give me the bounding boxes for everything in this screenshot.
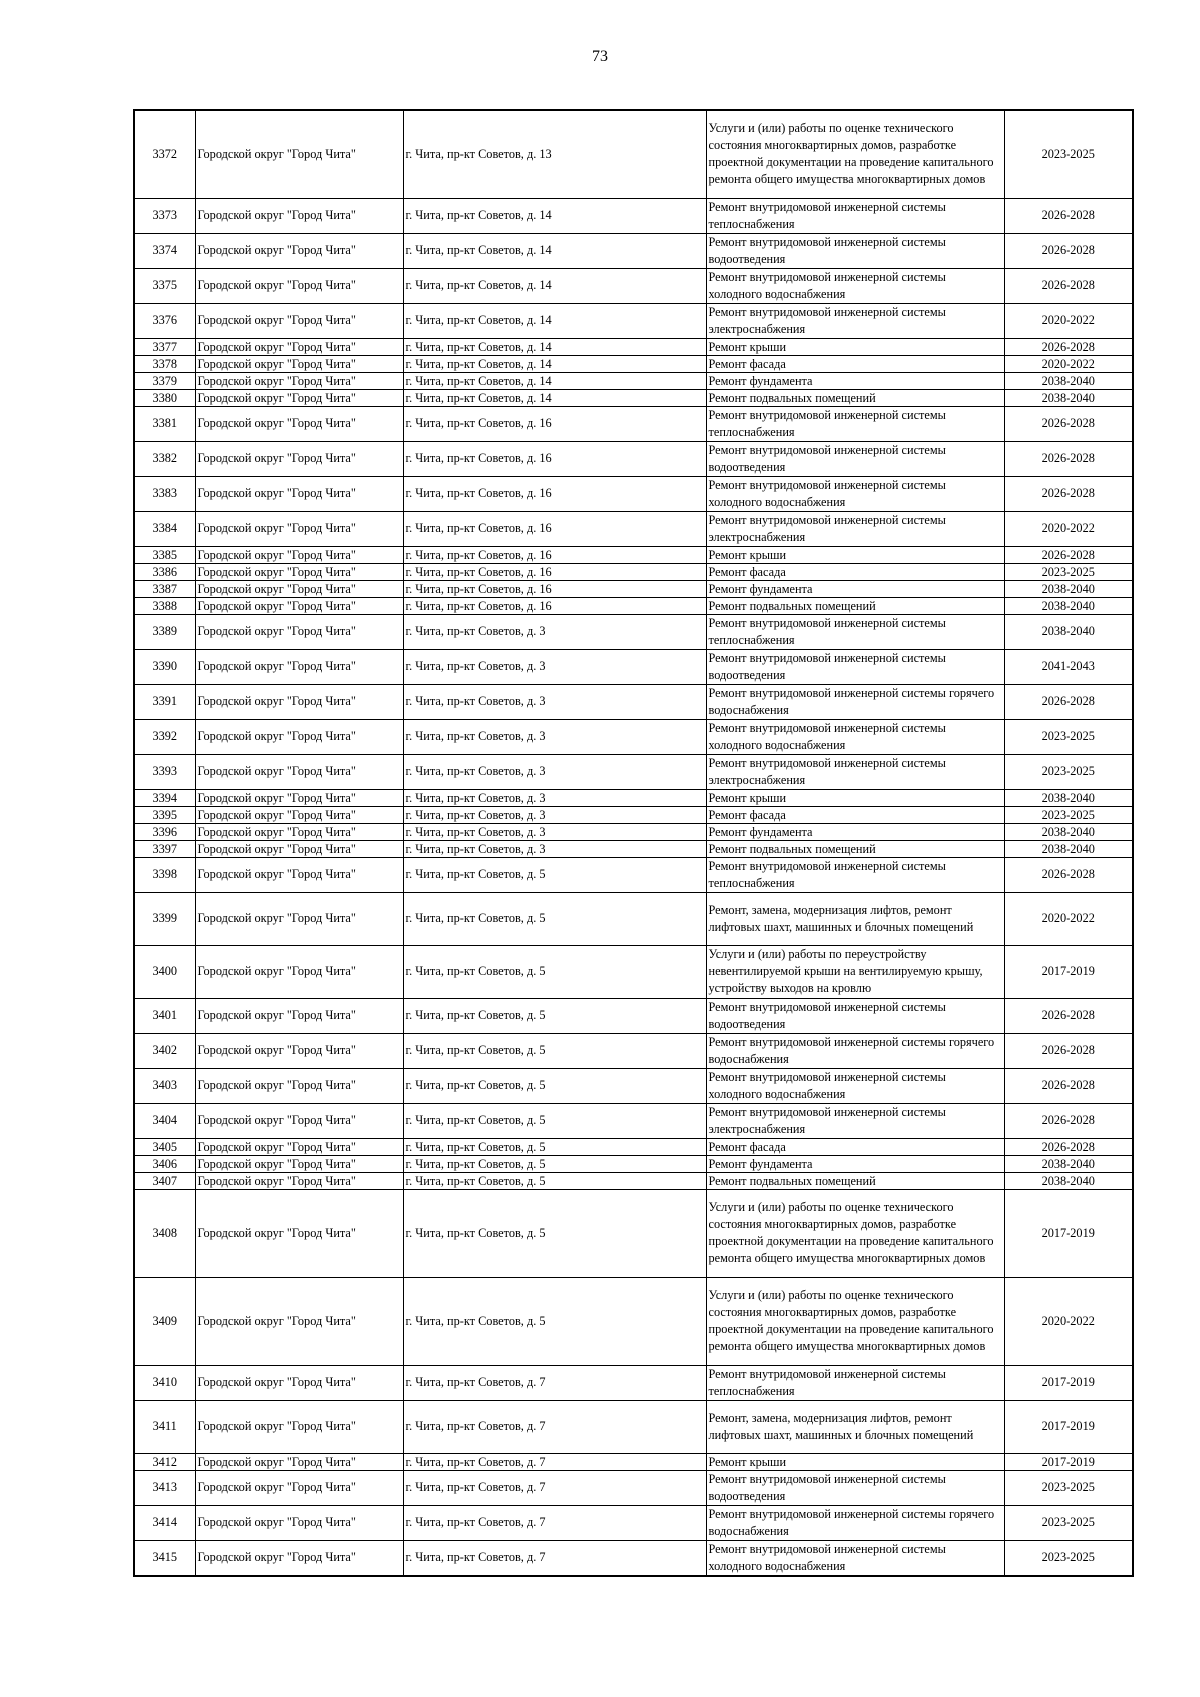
cell-period: 2041-2043 (1004, 649, 1133, 684)
cell-address: г. Чита, пр-кт Советов, д. 16 (403, 511, 706, 546)
cell-period: 2026-2028 (1004, 1068, 1133, 1103)
cell-municipality: Городской округ "Город Чита" (195, 198, 403, 233)
table-row (134, 1365, 1133, 1400)
cell-address: г. Чита, пр-кт Советов, д. 13 (403, 110, 706, 198)
cell-municipality: Городской округ "Город Чита" (195, 857, 403, 892)
cell-municipality: Городской округ "Город Чита" (195, 406, 403, 441)
cell-municipality: Городской округ "Город Чита" (195, 614, 403, 649)
cell-number: 3408 (134, 1189, 195, 1277)
cell-number: 3383 (134, 476, 195, 511)
cell-address: г. Чита, пр-кт Советов, д. 3 (403, 754, 706, 789)
cell-period: 2023-2025 (1004, 806, 1133, 823)
cell-municipality: Городской округ "Город Чита" (195, 1505, 403, 1540)
cell-address: г. Чита, пр-кт Советов, д. 5 (403, 892, 706, 945)
table-body (134, 110, 1133, 1576)
cell-number: 3393 (134, 754, 195, 789)
cell-number: 3372 (134, 110, 195, 198)
cell-period: 2023-2025 (1004, 1540, 1133, 1576)
cell-address: г. Чита, пр-кт Советов, д. 14 (403, 372, 706, 389)
cell-address: г. Чита, пр-кт Советов, д. 14 (403, 198, 706, 233)
table-row (134, 614, 1133, 649)
cell-period: 2038-2040 (1004, 580, 1133, 597)
cell-municipality: Городской округ "Город Чита" (195, 268, 403, 303)
cell-work-type: Ремонт крыши (706, 1453, 1004, 1470)
cell-address: г. Чита, пр-кт Советов, д. 14 (403, 338, 706, 355)
cell-municipality: Городской округ "Город Чита" (195, 476, 403, 511)
cell-period: 2026-2028 (1004, 338, 1133, 355)
cell-period: 2023-2025 (1004, 754, 1133, 789)
cell-municipality: Городской округ "Город Чита" (195, 546, 403, 563)
cell-work-type: Услуги и (или) работы по переустройству невентилируемой крыши на вентилируемую крышу, устройству выходов на кровлю (706, 945, 1004, 998)
cell-address: г. Чита, пр-кт Советов, д. 7 (403, 1540, 706, 1576)
cell-work-type: Ремонт внутридомовой инженерной системы горячего водоснабжения (706, 684, 1004, 719)
cell-number: 3402 (134, 1033, 195, 1068)
table-row (134, 597, 1133, 614)
cell-period: 2020-2022 (1004, 892, 1133, 945)
cell-work-type: Ремонт внутридомовой инженерной системы электроснабжения (706, 1103, 1004, 1138)
cell-address: г. Чита, пр-кт Советов, д. 16 (403, 563, 706, 580)
cell-period: 2017-2019 (1004, 1189, 1133, 1277)
cell-address: г. Чита, пр-кт Советов, д. 5 (403, 1103, 706, 1138)
cell-number: 3391 (134, 684, 195, 719)
cell-municipality: Городской округ "Город Чита" (195, 945, 403, 998)
cell-period: 2026-2028 (1004, 198, 1133, 233)
table-row (134, 1470, 1133, 1505)
cell-municipality: Городской округ "Город Чита" (195, 563, 403, 580)
cell-period: 2026-2028 (1004, 268, 1133, 303)
cell-address: г. Чита, пр-кт Советов, д. 3 (403, 614, 706, 649)
cell-municipality: Городской округ "Город Чита" (195, 806, 403, 823)
cell-municipality: Городской округ "Город Чита" (195, 511, 403, 546)
cell-number: 3380 (134, 389, 195, 406)
table-row (134, 476, 1133, 511)
cell-number: 3381 (134, 406, 195, 441)
cell-address: г. Чита, пр-кт Советов, д. 7 (403, 1400, 706, 1453)
cell-number: 3375 (134, 268, 195, 303)
table-row (134, 406, 1133, 441)
cell-period: 2038-2040 (1004, 372, 1133, 389)
cell-address: г. Чита, пр-кт Советов, д. 7 (403, 1365, 706, 1400)
cell-number: 3379 (134, 372, 195, 389)
cell-number: 3414 (134, 1505, 195, 1540)
cell-period: 2020-2022 (1004, 511, 1133, 546)
table-row (134, 198, 1133, 233)
cell-address: г. Чита, пр-кт Советов, д. 3 (403, 684, 706, 719)
cell-address: г. Чита, пр-кт Советов, д. 5 (403, 1068, 706, 1103)
cell-address: г. Чита, пр-кт Советов, д. 16 (403, 580, 706, 597)
cell-period: 2026-2028 (1004, 684, 1133, 719)
cell-period: 2026-2028 (1004, 1103, 1133, 1138)
cell-municipality: Городской округ "Город Чита" (195, 1172, 403, 1189)
cell-period: 2017-2019 (1004, 1400, 1133, 1453)
cell-period: 2023-2025 (1004, 1505, 1133, 1540)
cell-period: 2026-2028 (1004, 1033, 1133, 1068)
table-row (134, 441, 1133, 476)
cell-work-type: Ремонт подвальных помещений (706, 840, 1004, 857)
cell-work-type: Ремонт внутридомовой инженерной системы холодного водоснабжения (706, 719, 1004, 754)
cell-work-type: Ремонт внутридомовой инженерной системы холодного водоснабжения (706, 476, 1004, 511)
cell-municipality: Городской округ "Город Чита" (195, 338, 403, 355)
table-row (134, 945, 1133, 998)
cell-work-type: Услуги и (или) работы по оценке технического состояния многоквартирных домов, разработке проектной документации на проведение капитального ремонта общего имущества многоквартирных домов (706, 1277, 1004, 1365)
table-row (134, 1103, 1133, 1138)
cell-period: 2023-2025 (1004, 110, 1133, 198)
capital-repair-table (133, 109, 1134, 1577)
cell-address: г. Чита, пр-кт Советов, д. 3 (403, 649, 706, 684)
table-row (134, 649, 1133, 684)
table-row (134, 684, 1133, 719)
table-row (134, 1277, 1133, 1365)
cell-number: 3405 (134, 1138, 195, 1155)
cell-municipality: Городской округ "Город Чита" (195, 998, 403, 1033)
cell-period: 2038-2040 (1004, 597, 1133, 614)
table-row (134, 806, 1133, 823)
cell-number: 3377 (134, 338, 195, 355)
cell-number: 3374 (134, 233, 195, 268)
cell-municipality: Городской округ "Город Чита" (195, 1400, 403, 1453)
cell-address: г. Чита, пр-кт Советов, д. 14 (403, 268, 706, 303)
cell-address: г. Чита, пр-кт Советов, д. 16 (403, 406, 706, 441)
cell-municipality: Городской округ "Город Чита" (195, 1155, 403, 1172)
cell-number: 3398 (134, 857, 195, 892)
cell-work-type: Ремонт внутридомовой инженерной системы электроснабжения (706, 754, 1004, 789)
table-row (134, 303, 1133, 338)
cell-work-type: Ремонт крыши (706, 338, 1004, 355)
cell-number: 3384 (134, 511, 195, 546)
table-row (134, 1505, 1133, 1540)
cell-address: г. Чита, пр-кт Советов, д. 3 (403, 840, 706, 857)
cell-number: 3399 (134, 892, 195, 945)
table-row (134, 233, 1133, 268)
cell-address: г. Чита, пр-кт Советов, д. 14 (403, 303, 706, 338)
table-row (134, 1540, 1133, 1576)
cell-work-type: Ремонт внутридомовой инженерной системы теплоснабжения (706, 857, 1004, 892)
cell-number: 3382 (134, 441, 195, 476)
cell-municipality: Городской округ "Город Чита" (195, 1470, 403, 1505)
cell-municipality: Городской округ "Город Чита" (195, 719, 403, 754)
cell-municipality: Городской округ "Город Чита" (195, 684, 403, 719)
cell-period: 2026-2028 (1004, 1138, 1133, 1155)
cell-work-type: Ремонт внутридомовой инженерной системы теплоснабжения (706, 614, 1004, 649)
cell-period: 2020-2022 (1004, 355, 1133, 372)
table-row (134, 1400, 1133, 1453)
cell-work-type: Ремонт, замена, модернизация лифтов, ремонт лифтовых шахт, машинных и блочных помещений (706, 1400, 1004, 1453)
cell-number: 3412 (134, 1453, 195, 1470)
cell-work-type: Ремонт крыши (706, 789, 1004, 806)
cell-municipality: Городской округ "Город Чита" (195, 840, 403, 857)
cell-work-type: Ремонт внутридомовой инженерной системы водоотведения (706, 1470, 1004, 1505)
cell-period: 2017-2019 (1004, 1365, 1133, 1400)
cell-address: г. Чита, пр-кт Советов, д. 5 (403, 857, 706, 892)
cell-number: 3378 (134, 355, 195, 372)
table-row (134, 1033, 1133, 1068)
cell-number: 3385 (134, 546, 195, 563)
cell-period: 2026-2028 (1004, 546, 1133, 563)
cell-work-type: Ремонт фундамента (706, 580, 1004, 597)
cell-municipality: Городской округ "Город Чита" (195, 303, 403, 338)
cell-period: 2038-2040 (1004, 840, 1133, 857)
cell-work-type: Ремонт внутридомовой инженерной системы холодного водоснабжения (706, 268, 1004, 303)
cell-municipality: Городской округ "Город Чита" (195, 823, 403, 840)
cell-work-type: Ремонт фундамента (706, 1155, 1004, 1172)
cell-municipality: Городской округ "Город Чита" (195, 754, 403, 789)
cell-number: 3409 (134, 1277, 195, 1365)
table-row (134, 580, 1133, 597)
cell-number: 3387 (134, 580, 195, 597)
table-row (134, 840, 1133, 857)
cell-number: 3411 (134, 1400, 195, 1453)
table-row (134, 268, 1133, 303)
cell-number: 3376 (134, 303, 195, 338)
cell-period: 2026-2028 (1004, 998, 1133, 1033)
cell-address: г. Чита, пр-кт Советов, д. 7 (403, 1505, 706, 1540)
table-row (134, 511, 1133, 546)
table-row (134, 1189, 1133, 1277)
cell-number: 3397 (134, 840, 195, 857)
cell-municipality: Городской округ "Город Чита" (195, 1138, 403, 1155)
table-row (134, 338, 1133, 355)
cell-work-type: Ремонт фундамента (706, 372, 1004, 389)
cell-work-type: Ремонт внутридомовой инженерной системы горячего водоснабжения (706, 1033, 1004, 1068)
cell-municipality: Городской округ "Город Чита" (195, 1033, 403, 1068)
cell-period: 2017-2019 (1004, 1453, 1133, 1470)
cell-municipality: Городской округ "Город Чита" (195, 597, 403, 614)
cell-work-type: Ремонт внутридомовой инженерной системы водоотведения (706, 998, 1004, 1033)
cell-address: г. Чита, пр-кт Советов, д. 7 (403, 1453, 706, 1470)
cell-number: 3388 (134, 597, 195, 614)
cell-municipality: Городской округ "Город Чита" (195, 649, 403, 684)
cell-period: 2026-2028 (1004, 441, 1133, 476)
cell-number: 3396 (134, 823, 195, 840)
cell-work-type: Ремонт внутридомовой инженерной системы горячего водоснабжения (706, 1505, 1004, 1540)
cell-address: г. Чита, пр-кт Советов, д. 5 (403, 1155, 706, 1172)
page-number: 73 (592, 48, 608, 65)
cell-municipality: Городской округ "Город Чита" (195, 1189, 403, 1277)
cell-municipality: Городской округ "Город Чита" (195, 441, 403, 476)
cell-period: 2038-2040 (1004, 789, 1133, 806)
cell-period: 2026-2028 (1004, 857, 1133, 892)
cell-municipality: Городской округ "Город Чита" (195, 355, 403, 372)
cell-address: г. Чита, пр-кт Советов, д. 14 (403, 355, 706, 372)
cell-period: 2020-2022 (1004, 303, 1133, 338)
cell-work-type: Ремонт фасада (706, 355, 1004, 372)
table-row (134, 892, 1133, 945)
cell-period: 2026-2028 (1004, 233, 1133, 268)
cell-period: 2023-2025 (1004, 1470, 1133, 1505)
cell-period: 2017-2019 (1004, 945, 1133, 998)
cell-work-type: Ремонт подвальных помещений (706, 389, 1004, 406)
cell-work-type: Ремонт внутридомовой инженерной системы электроснабжения (706, 511, 1004, 546)
cell-municipality: Городской округ "Город Чита" (195, 1540, 403, 1576)
cell-number: 3400 (134, 945, 195, 998)
table-row (134, 789, 1133, 806)
cell-work-type: Ремонт внутридомовой инженерной системы водоотведения (706, 233, 1004, 268)
cell-municipality: Городской округ "Город Чита" (195, 233, 403, 268)
cell-work-type: Ремонт внутридомовой инженерной системы теплоснабжения (706, 198, 1004, 233)
cell-address: г. Чита, пр-кт Советов, д. 3 (403, 719, 706, 754)
cell-municipality: Городской округ "Город Чита" (195, 580, 403, 597)
table-row (134, 754, 1133, 789)
cell-number: 3392 (134, 719, 195, 754)
cell-number: 3406 (134, 1155, 195, 1172)
cell-address: г. Чита, пр-кт Советов, д. 14 (403, 389, 706, 406)
cell-number: 3410 (134, 1365, 195, 1400)
cell-period: 2020-2022 (1004, 1277, 1133, 1365)
cell-address: г. Чита, пр-кт Советов, д. 5 (403, 1189, 706, 1277)
cell-work-type: Ремонт фасада (706, 1138, 1004, 1155)
cell-municipality: Городской округ "Город Чита" (195, 389, 403, 406)
cell-address: г. Чита, пр-кт Советов, д. 16 (403, 476, 706, 511)
cell-work-type: Услуги и (или) работы по оценке технического состояния многоквартирных домов, разработке проектной документации на проведение капитального ремонта общего имущества многоквартирных домов (706, 110, 1004, 198)
cell-period: 2038-2040 (1004, 389, 1133, 406)
cell-address: г. Чита, пр-кт Советов, д. 5 (403, 1277, 706, 1365)
cell-work-type: Ремонт подвальных помещений (706, 597, 1004, 614)
cell-work-type: Ремонт, замена, модернизация лифтов, ремонт лифтовых шахт, машинных и блочных помещений (706, 892, 1004, 945)
cell-number: 3401 (134, 998, 195, 1033)
cell-work-type: Ремонт внутридомовой инженерной системы водоотведения (706, 649, 1004, 684)
cell-period: 2026-2028 (1004, 406, 1133, 441)
cell-period: 2038-2040 (1004, 614, 1133, 649)
cell-number: 3389 (134, 614, 195, 649)
cell-work-type: Ремонт фундамента (706, 823, 1004, 840)
cell-number: 3415 (134, 1540, 195, 1576)
table-row (134, 998, 1133, 1033)
cell-work-type: Ремонт фасада (706, 806, 1004, 823)
cell-period: 2023-2025 (1004, 563, 1133, 580)
table-row (134, 372, 1133, 389)
cell-work-type: Ремонт внутридомовой инженерной системы водоотведения (706, 441, 1004, 476)
cell-number: 3395 (134, 806, 195, 823)
cell-period: 2038-2040 (1004, 1155, 1133, 1172)
cell-municipality: Городской округ "Город Чита" (195, 110, 403, 198)
cell-municipality: Городской округ "Город Чита" (195, 789, 403, 806)
cell-address: г. Чита, пр-кт Советов, д. 5 (403, 1138, 706, 1155)
cell-work-type: Ремонт крыши (706, 546, 1004, 563)
cell-address: г. Чита, пр-кт Советов, д. 16 (403, 441, 706, 476)
cell-number: 3407 (134, 1172, 195, 1189)
cell-work-type: Ремонт внутридомовой инженерной системы теплоснабжения (706, 406, 1004, 441)
cell-address: г. Чита, пр-кт Советов, д. 5 (403, 945, 706, 998)
cell-address: г. Чита, пр-кт Советов, д. 3 (403, 789, 706, 806)
cell-period: 2023-2025 (1004, 719, 1133, 754)
cell-municipality: Городской округ "Город Чита" (195, 1365, 403, 1400)
table-row (134, 110, 1133, 198)
cell-work-type: Ремонт внутридомовой инженерной системы холодного водоснабжения (706, 1540, 1004, 1576)
cell-address: г. Чита, пр-кт Советов, д. 3 (403, 806, 706, 823)
cell-number: 3394 (134, 789, 195, 806)
cell-work-type: Ремонт фасада (706, 563, 1004, 580)
cell-address: г. Чита, пр-кт Советов, д. 5 (403, 1033, 706, 1068)
table-row (134, 857, 1133, 892)
table-row (134, 1138, 1133, 1155)
cell-work-type: Ремонт внутридомовой инженерной системы электроснабжения (706, 303, 1004, 338)
cell-number: 3403 (134, 1068, 195, 1103)
cell-address: г. Чита, пр-кт Советов, д. 3 (403, 823, 706, 840)
table-row (134, 563, 1133, 580)
cell-number: 3386 (134, 563, 195, 580)
cell-municipality: Городской округ "Город Чита" (195, 1453, 403, 1470)
cell-municipality: Городской округ "Город Чита" (195, 1103, 403, 1138)
cell-address: г. Чита, пр-кт Советов, д. 16 (403, 597, 706, 614)
table-row (134, 389, 1133, 406)
cell-address: г. Чита, пр-кт Советов, д. 5 (403, 998, 706, 1033)
cell-number: 3404 (134, 1103, 195, 1138)
cell-work-type: Ремонт подвальных помещений (706, 1172, 1004, 1189)
cell-work-type: Услуги и (или) работы по оценке технического состояния многоквартирных домов, разработке проектной документации на проведение капитального ремонта общего имущества многоквартирных домов (706, 1189, 1004, 1277)
cell-address: г. Чита, пр-кт Советов, д. 5 (403, 1172, 706, 1189)
cell-municipality: Городской округ "Город Чита" (195, 1068, 403, 1103)
cell-number: 3413 (134, 1470, 195, 1505)
cell-number: 3373 (134, 198, 195, 233)
table-row (134, 1453, 1133, 1470)
cell-municipality: Городской округ "Город Чита" (195, 372, 403, 389)
cell-municipality: Городской округ "Город Чита" (195, 892, 403, 945)
table-row (134, 823, 1133, 840)
table-row (134, 1068, 1133, 1103)
cell-work-type: Ремонт внутридомовой инженерной системы холодного водоснабжения (706, 1068, 1004, 1103)
cell-address: г. Чита, пр-кт Советов, д. 16 (403, 546, 706, 563)
cell-work-type: Ремонт внутридомовой инженерной системы теплоснабжения (706, 1365, 1004, 1400)
cell-address: г. Чита, пр-кт Советов, д. 7 (403, 1470, 706, 1505)
cell-address: г. Чита, пр-кт Советов, д. 14 (403, 233, 706, 268)
table-row (134, 546, 1133, 563)
cell-number: 3390 (134, 649, 195, 684)
cell-period: 2026-2028 (1004, 476, 1133, 511)
cell-period: 2038-2040 (1004, 1172, 1133, 1189)
cell-municipality: Городской округ "Город Чита" (195, 1277, 403, 1365)
table-row (134, 719, 1133, 754)
table-row (134, 1172, 1133, 1189)
cell-period: 2038-2040 (1004, 823, 1133, 840)
table-row (134, 355, 1133, 372)
table-row (134, 1155, 1133, 1172)
